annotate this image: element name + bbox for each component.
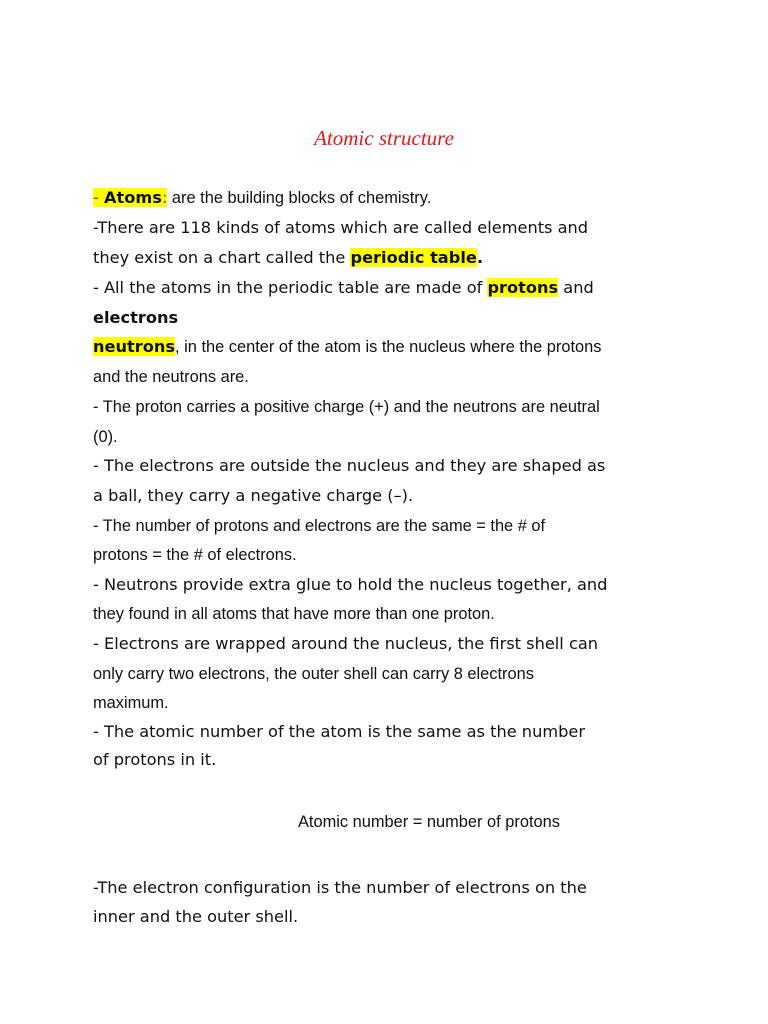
text-line: - The proton carries a positive charge (+) and the neutrons are neutral (93, 398, 600, 416)
text-span: , in the center of the atom is the nucleus where the protons (175, 338, 602, 356)
text-line-electrons (93, 308, 178, 328)
text-line-protons (93, 278, 594, 298)
text-line-atoms (93, 188, 431, 208)
text-line: they found in all atoms that have more than one proton. (93, 605, 495, 623)
text-line: protons = the # of electrons. (93, 546, 297, 564)
text-span: and (558, 278, 594, 297)
formula-line: Atomic number = number of protons (298, 813, 560, 831)
text-line: - Neutrons provide extra glue to hold the nucleus together, and (93, 575, 608, 594)
dash-marker: - (93, 188, 104, 207)
text-line: inner and the outer shell. (93, 907, 299, 926)
text-line-periodic (93, 248, 483, 268)
text-line: - Electrons are wrapped around the nucleus, the first shell can (93, 634, 599, 653)
text-line: a ball, they carry a negative charge (–). (93, 486, 414, 505)
text-line: (0). (93, 428, 118, 446)
page-title: Atomic structure (314, 126, 454, 150)
text-line: and the neutrons are. (93, 368, 249, 386)
page-break-cutoff (93, 722, 713, 769)
text-line: -The electron configuration is the number of electrons on the (93, 878, 587, 897)
text-span: they exist on a chart called the (93, 248, 351, 267)
text-line: - The atomic number of the atom is the same as the number (93, 722, 585, 741)
colon-marker: : (161, 188, 168, 207)
text-line: - The number of protons and electrons are the same = the # of (93, 517, 546, 535)
text-line-neutrons (93, 337, 601, 357)
highlight-protons: protons (487, 278, 559, 297)
text-span: are the building blocks of chemistry. (167, 189, 432, 207)
text-line: maximum. (93, 694, 169, 712)
highlight-neutrons: neutrons (93, 337, 176, 356)
text-line-clipped: of protons in it. (93, 750, 217, 769)
highlight-atoms: Atoms (104, 188, 162, 207)
text-line: -There are 118 kinds of atoms which are called elements and (93, 218, 589, 237)
highlight-periodic-table: periodic table (350, 248, 477, 267)
text-span: - All the atoms in the periodic table are made of (93, 278, 488, 297)
bold-electrons: electrons (93, 308, 179, 327)
text-span: . (476, 248, 484, 267)
text-line: only carry two electrons, the outer shell can carry 8 electrons (93, 665, 534, 683)
text-line: - The electrons are outside the nucleus and they are shaped as (93, 456, 606, 475)
